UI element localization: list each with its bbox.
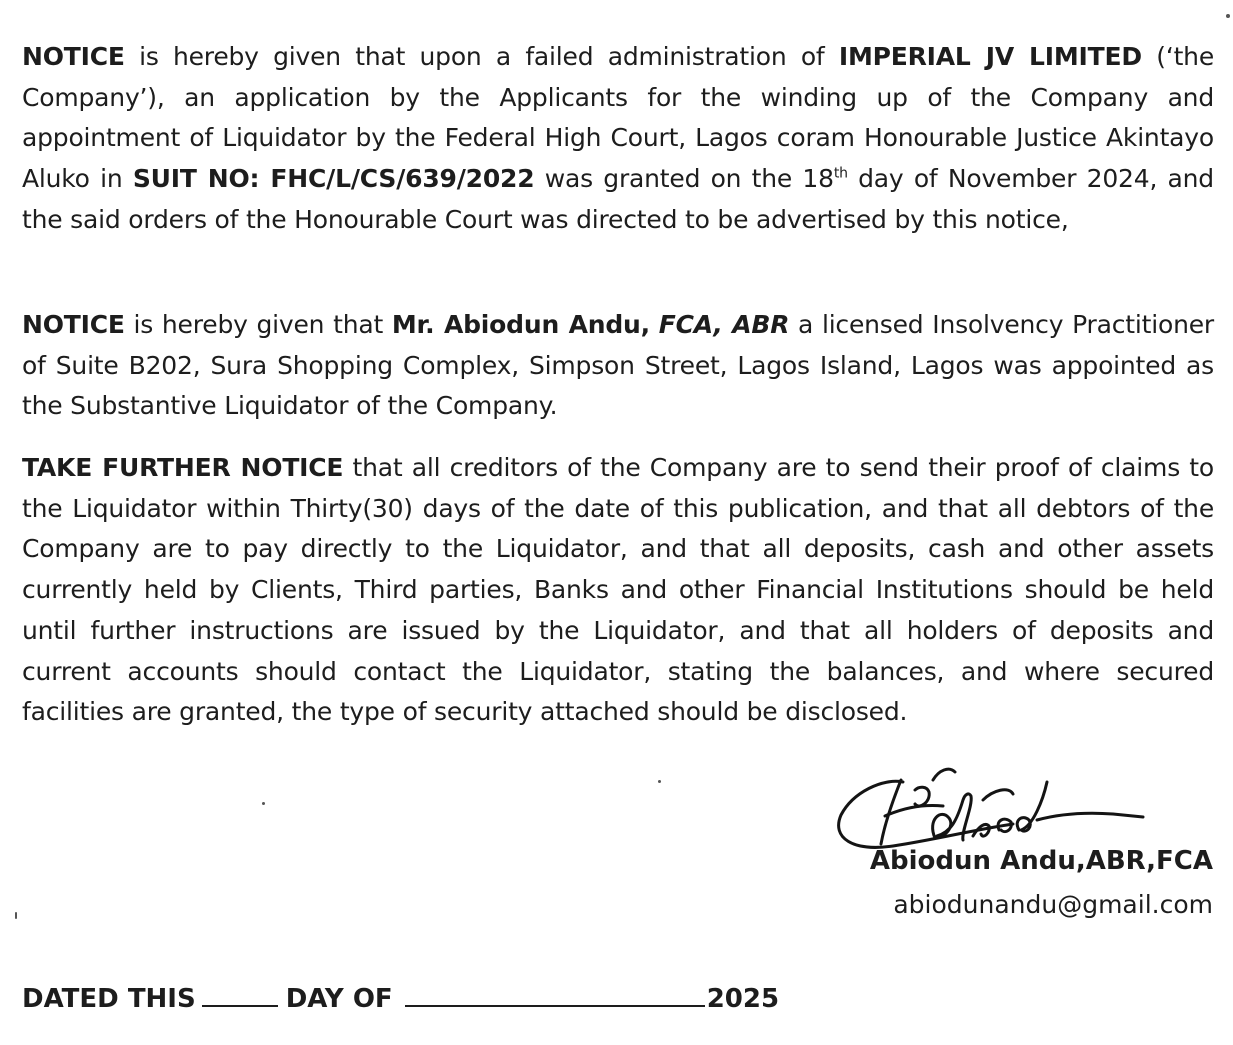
month-blank xyxy=(405,1005,705,1007)
signature-block xyxy=(813,760,1213,930)
signatory-email: abiodunandu@gmail.com xyxy=(893,890,1213,919)
further-notice-lead: TAKE FURTHER NOTICE xyxy=(22,453,344,482)
liquidator-credentials: FCA, ABR xyxy=(658,310,790,339)
company-name: IMPERIAL JV LIMITED xyxy=(838,42,1142,71)
scan-speck xyxy=(1226,14,1230,18)
scan-speck xyxy=(262,802,265,805)
month-label: DAY OF xyxy=(285,984,393,1014)
paragraph-notice-liquidator: NOTICE is hereby given that Mr. Abiodun Andu, FCA, ABR a licensed Insolvency Practitioner of Suite B202, Sura Shopping Complex, Simpson Street, Lagos Island, Lagos was appointed as the Substantive Liquidator of the Company. xyxy=(22,310,1214,421)
liquidator-name: Mr. Abiodun Andu, xyxy=(391,310,650,339)
scan-speck xyxy=(658,780,661,783)
suit-number: SUIT NO: FHC/L/CS/639/2022 xyxy=(132,164,535,194)
dated-line xyxy=(22,984,779,1014)
dated-label: DATED THIS xyxy=(22,984,196,1014)
year-value: 2025 xyxy=(706,984,780,1014)
scan-speck xyxy=(15,912,17,919)
signatory-name: Abiodun Andu,ABR,FCA xyxy=(869,846,1213,876)
notice-lead: NOTICE xyxy=(22,42,125,71)
notice-lead: NOTICE xyxy=(22,310,125,339)
day-blank xyxy=(202,1005,278,1007)
paragraph-further-notice: TAKE FURTHER NOTICE that all creditors of the Company are to send their proof of claims to the Liquidator within Thirty(30) days of the date of this publication, and that all debtors of the Company are to pay directly to the Liquidator, and that all deposits, cash and other assets currently held by Clients, Third parties, Banks and other Financial Institutions should be held until further instructions are issued by the Liquidator, and that all holders of deposits and current accounts should contact the Liquidator, stating the balances, and where secured facilities are granted, the type of security attached should be disclosed. xyxy=(22,453,1214,727)
paragraph-notice-administration: NOTICE is hereby given that upon a failed administration of IMPERIAL JV LIMITED (‘the Company’), an application by the Applicants for the winding up of the Company and appointment of Liquidator by the Federal High Court, Lagos coram Honourable Justice Akintayo Aluko in SUIT NO: FHC/L/CS/639/2022 was granted on the 18th day of November 2024, and the said orders of the Honourable Court was directed to be advertised by this notice, xyxy=(22,42,1214,234)
